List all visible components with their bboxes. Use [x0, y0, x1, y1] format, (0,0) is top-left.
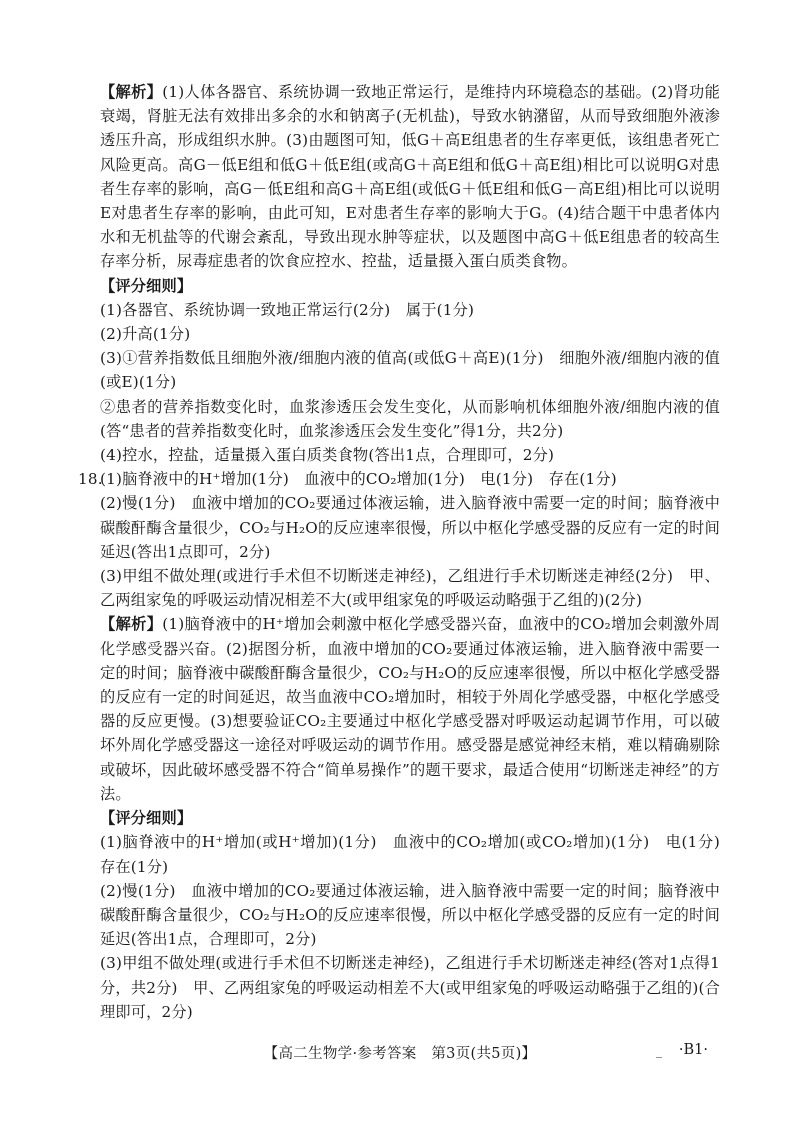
analysis-paragraph: [100, 80, 720, 274]
scoring-line: (1)各器官、系统协调一致地正常运行(2分) 属于(1分): [100, 300, 475, 319]
scoring-line: (3)①营养指数低且细胞外液/细胞内液的值高(或低G＋高E)(1分) 细胞外液/细胞内液的值(或E)(1分): [100, 349, 720, 392]
page-footer: [0, 1042, 800, 1068]
paragraph-text: (1)人体各器官、系统协调一致地正常运行，是维持内环境稳态的基础。(2)肾功能衰竭，肾脏无法有效排出多余的水和钠离子(无机盐)，导致水钠潴留，从而导致细胞外液渗透压升高，形成组织水肿。(3)由题图可知，低G＋高E组患者的生存率更低，该组患者死亡风险更高。高G－低E组和低G＋低E组(或高G＋高E组和低G＋高E组)相比可以说明G对患者生存率的影响，高G－低E组和高G＋高E组(或低G＋低E组和低G－高E组)相比可以说明E对患者生存率的影响，由此可知，E对患者生存率的影响大于G。(4)结合题干中患者体内水和无机盐等的代谢会紊乱，导致出现水肿等症状，以及题图中高G＋低E组患者的较高生存率分析，尿毒症患者的饮食应控水、控盐，适量摄入蛋白质类食物。: [100, 83, 720, 271]
analysis-tag: 【解析】: [100, 83, 163, 101]
scoring-heading: 【评分细则】: [100, 809, 193, 828]
answer-page: [78, 80, 736, 1024]
footer-mark: _: [656, 1044, 662, 1058]
scoring-line: (1)脑脊液中的H⁺增加(或H⁺增加)(1分) 血液中的CO₂增加(或CO₂增加)(1分) 电(1分) 存在(1分): [100, 833, 736, 876]
answer-line: (3)甲组不做处理(或进行手术但不切断迷走神经)，乙组进行手术切断迷走神经(2分) 甲、乙两组家兔的呼吸运动情况相差不大(或甲组家兔的呼吸运动略强于乙组的)(2分): [100, 567, 720, 610]
analysis-tag: 【解析】: [100, 615, 163, 634]
question-18-answer: 18.(1)脑脊液中的H⁺增加(1分) 血液中的CO₂增加(1分) 电(1分) 存在(1分): [78, 470, 617, 489]
footer-title: 【高二生物学·参考答案 第3页(共5页)】: [263, 1046, 537, 1062]
paragraph-text: (1)脑脊液中的H⁺增加会刺激中枢化学感受器兴奋，血液中的CO₂增加会刺激外周化学感受器兴奋。(2)据图分析，血液中增加的CO₂要通过体液运输，进入脑脊液中需要一定的时间；脑脊液中碳酸酐酶含量很少，CO₂与H₂O的反应速率很慢，所以中枢化学感受器的反应有一定的时间延迟，故当血液中CO₂增加时，相较于外周化学感受器，中枢化学感受器的反应更慢。(3)想要验证CO₂主要通过中枢化学感受器对呼吸运动起调节作用，可以破坏外周化学感受器这一途径对呼吸运动的调节作用。感受器是感觉神经末梢，难以精确剔除或破坏，因此破坏感受器不符合“简单易操作”的题干要求，最适合使用“切断迷走神经”的方法。: [100, 615, 720, 803]
analysis-paragraph: [100, 612, 720, 806]
scoring-line: (4)控水，控盐，适量摄入蛋白质类食物(答出1点，合理即可，2分): [100, 446, 555, 465]
scoring-line: (2)升高(1分): [100, 325, 191, 344]
scoring-line: (2)慢(1分) 血液中增加的CO₂要通过体液运输，进入脑脊液中需要一定的时间；脑脊液中碳酸酐酶含量很少，CO₂与H₂O的反应速率很慢，所以中枢化学感受器的反应有一定的时间延迟(答出1点，合理即可，2分): [100, 881, 720, 949]
paragraph-text: (1)脑脊液中的H⁺增加(1分) 血液中的CO₂增加(1分) 电(1分) 存在(1分): [100, 470, 617, 489]
scoring-heading: 【评分细则】: [100, 276, 193, 295]
scoring-line: ②患者的营养指数变化时，血浆渗透压会发生变化，从而影响机体细胞外液/细胞内液的值(答“患者的营养指数变化时，血浆渗透压会发生变化”得1分，共2分): [100, 397, 720, 440]
answer-line: (2)慢(1分) 血液中增加的CO₂要通过体液运输，进入脑脊液中需要一定的时间；脑脊液中碳酸酐酶含量很少，CO₂与H₂O的反应速率很慢，所以中枢化学感受器的反应有一定的时间延迟(答出1点即可，2分): [100, 494, 720, 561]
footer-code: ·B1·: [678, 1042, 708, 1058]
scoring-line: (3)甲组不做处理(或进行手术但不切断迷走神经)，乙组进行手术切断迷走神经(答对1点得1分，共2分) 甲、乙两组家兔的呼吸运动相差不大(或甲组家兔的呼吸运动略强于乙组的)(合理即可，2分): [100, 954, 720, 1021]
